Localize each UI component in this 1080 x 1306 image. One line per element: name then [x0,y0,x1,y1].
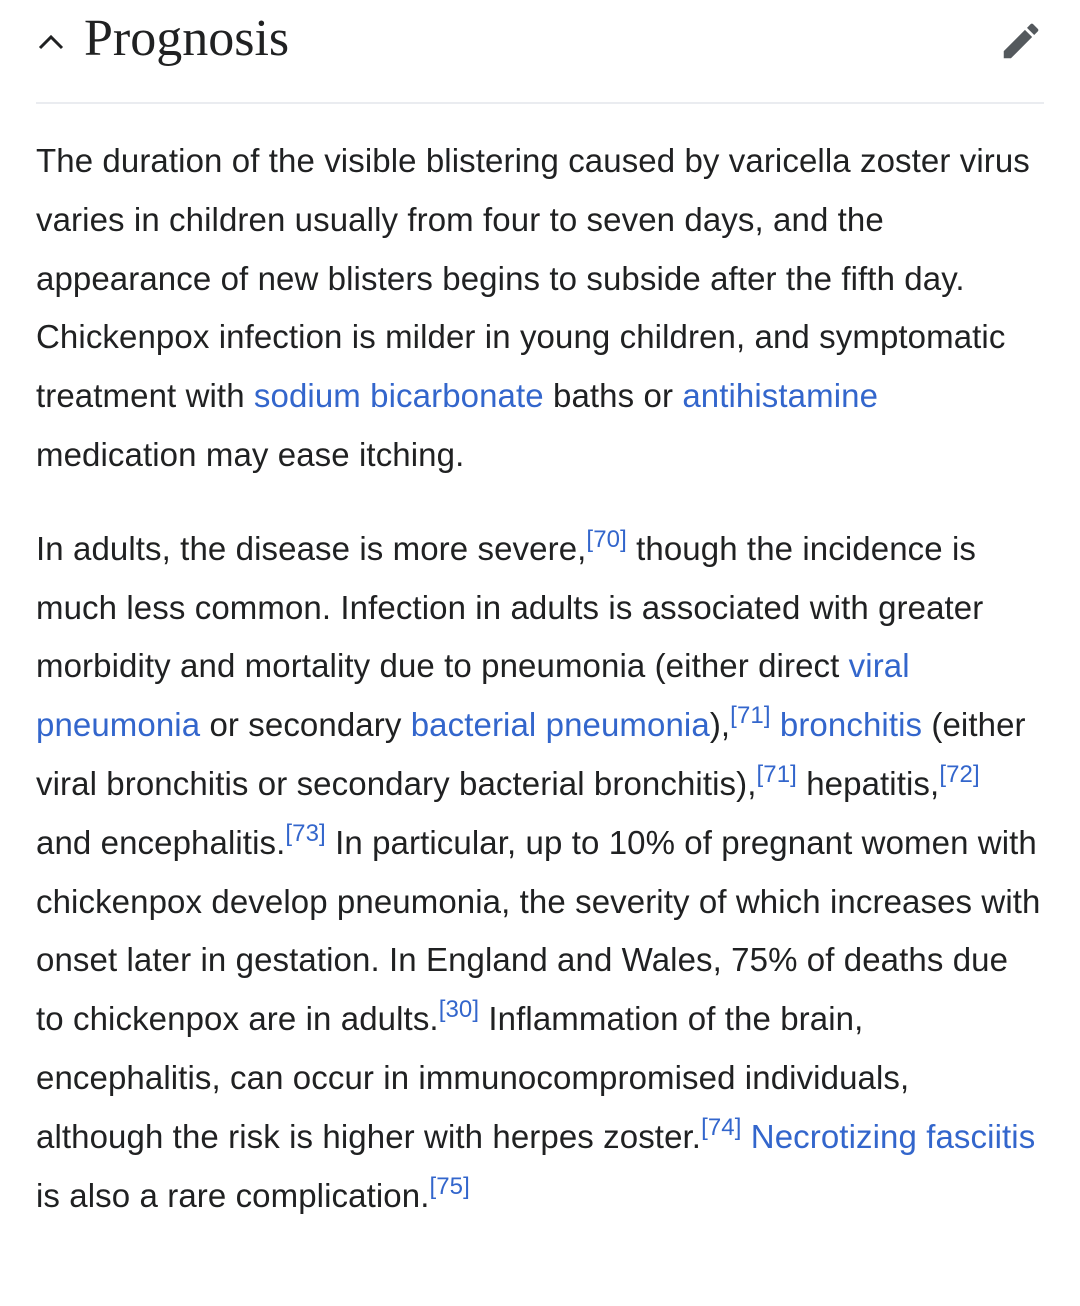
citation-30[interactable]: [30] [438,995,480,1023]
text-run [742,1118,751,1155]
pencil-icon[interactable] [998,18,1044,64]
link-bacterial-pneumonia[interactable]: bacterial pneumonia [410,706,710,744]
text-run: and encephalitis. [36,823,286,861]
section-header[interactable] [36,0,1044,104]
text-run: In particular, up to 10% of pregnant women with chickenpox develop pneumonia, the severity of which increases with onset later in gestation. In England and Wales, 75% of deaths due to chickenpox are in adults. [36,823,1041,1038]
text-run [771,706,780,743]
text-run: though the incidence is much less common. Infection in adults is associated with greater morbidity and mortality due to pneumonia (either direct [36,529,984,685]
link-antihistamine[interactable]: antihistamine [682,377,879,415]
link-viral-pneumonia[interactable]: viral pneumonia [36,647,910,744]
text-run: ), [709,706,731,744]
text-run: (either viral bronchitis or secondary bacterial bronchitis), [36,706,1026,802]
text-run: The duration of the visible blistering caused by varicella zoster virus varies in children usually from four to seven days, and the appearance of new blisters begins to subside after the fifth day. Chickenpox infection is milder in young children, and symptomatic treatment with [36,142,1030,415]
section-content [36,132,1044,1260]
text-run: is also a rare complication. [36,1176,430,1214]
text-run: baths or [543,377,683,415]
section-title: Prognosis [84,10,290,67]
text-run: medication may ease itching. [36,435,465,473]
link-bronchitis[interactable]: bronchitis [779,706,923,744]
link-necrotizing-fasciitis[interactable]: Necrotizing fasciitis [750,1117,1036,1155]
citation-74[interactable]: [74] [701,1113,742,1141]
paragraph-2 [36,520,1044,1226]
citation-75[interactable]: [75] [429,1172,470,1200]
text-run: or secondary [200,706,411,744]
citation-73[interactable]: [73] [285,819,326,847]
citation-72[interactable]: [72] [939,760,980,788]
paragraph-1 [36,132,1044,485]
citation-71[interactable]: [71] [756,760,797,788]
text-run: Inflammation of the brain, encephalitis, can occur in immunocompromised individuals, although the risk is higher with herpes zoster. [36,1000,910,1155]
text-run: In adults, the disease is more severe, [36,529,587,567]
link-sodium-bicarbonate[interactable]: sodium bicarbonate [253,377,544,415]
citation-71[interactable]: [71] [730,701,771,729]
text-run: hepatitis, [796,764,940,802]
chevron-up-icon[interactable] [36,28,72,52]
citation-70[interactable]: [70] [586,525,627,553]
